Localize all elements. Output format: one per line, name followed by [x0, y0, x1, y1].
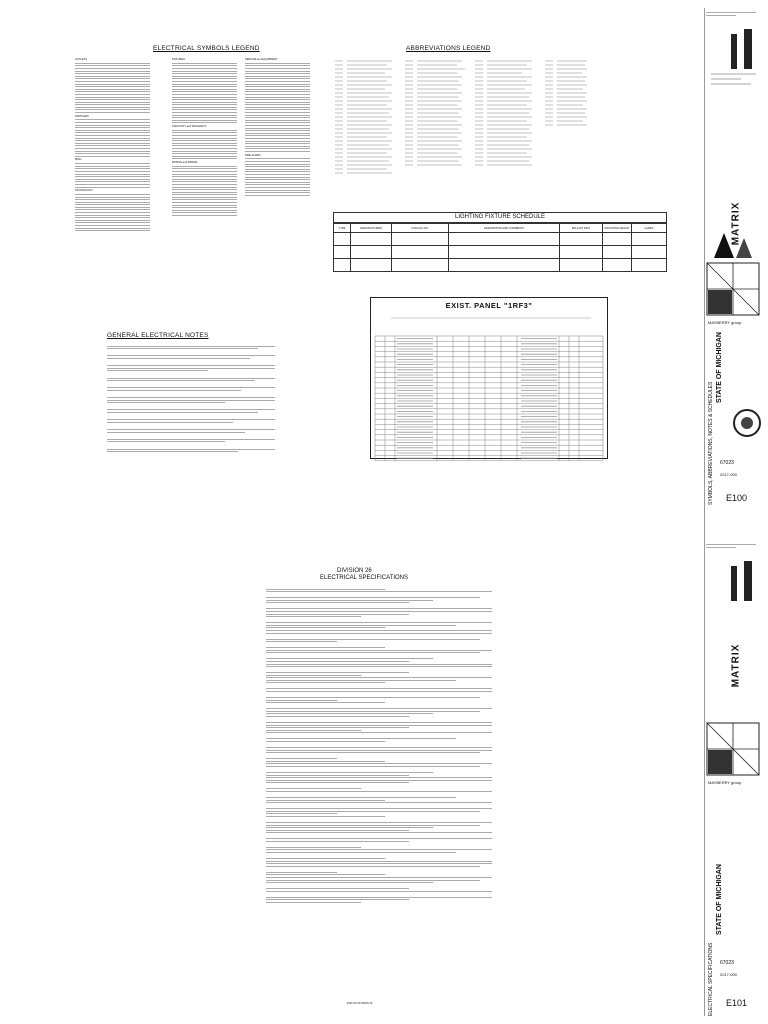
legend-heading-boxing: BOXING and WIRING [172, 160, 198, 164]
spec-paragraph [266, 872, 504, 883]
spec-paragraph [266, 688, 504, 692]
matrix-logo: MATRIX [730, 201, 742, 246]
legend-heading-fixtures: FIXTURES [172, 58, 185, 61]
table-row [334, 233, 667, 246]
date-code-2: 2017-000 [720, 972, 737, 977]
spec-paragraph [266, 697, 504, 703]
panel-info-line [371, 313, 607, 323]
sheet-title-e101: ELECTRICAL SPECIFICATIONS [708, 942, 714, 1016]
title-block-e100 [706, 8, 762, 508]
project-number: 67023 [720, 460, 734, 466]
spec-paragraph [266, 597, 504, 603]
col-catalog: CATALOG NO. [392, 224, 449, 233]
legend-heading-technology: TECHNOLOGY [75, 189, 94, 193]
spec-paragraph [266, 758, 504, 767]
michigan-seal-icon [732, 408, 762, 438]
spec-paragraph [266, 747, 504, 753]
key-plan-icon-2 [706, 722, 760, 776]
spec-paragraph [266, 589, 504, 593]
title-block-e101 [706, 540, 762, 1020]
general-notes [107, 344, 275, 454]
legend-heading-switches: SWITCHES [75, 114, 89, 118]
symbols-legend-col-3 [245, 58, 310, 197]
spec-paragraph [266, 738, 504, 742]
symbols-legend-title: ELECTRICAL SYMBOLS LEGEND [153, 45, 260, 52]
spec-paragraph [266, 608, 504, 617]
panel-grid [371, 328, 607, 466]
abbreviations-legend-title: ABBREVIATIONS LEGEND [406, 45, 491, 52]
col-mounting: MOUNTING HEIGHT [603, 224, 632, 233]
sheet-e101 [0, 512, 768, 1024]
stamp-area-1 [706, 29, 762, 89]
symbols-legend-col-1 [75, 58, 150, 233]
lighting-schedule-table [333, 223, 667, 272]
stamp-area-2 [706, 561, 762, 621]
sheet-title-e100: SYMBOLS, ABBREVIATIONS, NOTES & SCHEDULES [708, 381, 714, 505]
general-notes-title: GENERAL ELECTRICAL NOTES [107, 332, 209, 339]
spec-paragraph [266, 708, 504, 717]
spec-paragraph [266, 788, 504, 792]
panel-schedule [370, 297, 608, 459]
spec-title: ELECTRICAL SPECIFICATIONS [320, 575, 409, 581]
legend-heading-circuitry: CIRCUITRY and RACEWAYS [172, 125, 207, 129]
mayberry-logo-2: MAYBERRY group [708, 780, 742, 785]
spec-paragraph [266, 888, 504, 892]
spec-paragraph [266, 822, 504, 833]
lighting-schedule-title: LIGHTING FIXTURE SCHEDULE [333, 212, 667, 223]
abbreviations-lines [335, 58, 590, 176]
matrix-logo-2: MATRIX [730, 643, 742, 688]
date-code: 2017-000 [720, 472, 737, 477]
state-of-michigan-2: STATE OF MICHIGAN [716, 864, 723, 935]
legend-heading-fire-alarm: FIRE ALARM [245, 153, 261, 157]
spec-paragraph [266, 658, 504, 667]
sheet-number-e100: E100 [726, 493, 748, 503]
spec-paragraph [266, 772, 504, 783]
legend-heading-outlets: OUTLETS [75, 58, 87, 61]
spec-paragraph [266, 672, 504, 683]
mayberry-logo: MAYBERRY group [708, 320, 742, 325]
lighting-fixture-schedule [333, 212, 667, 272]
spec-paragraph [266, 722, 504, 733]
legend-heading-service: SERVICE and EQUIPMENT [245, 58, 278, 61]
col-lamps: LAMPS [632, 224, 667, 233]
spec-paragraph [266, 647, 504, 653]
col-type: TYPE [334, 224, 351, 233]
col-manufacturer: MANUFACTURER [351, 224, 392, 233]
spec-paragraph [266, 858, 504, 867]
spec-paragraph [266, 838, 504, 842]
table-row [334, 246, 667, 259]
spec-paragraph [266, 847, 504, 853]
abbreviations-legend [335, 58, 590, 176]
lighting-schedule-header-row [334, 224, 667, 233]
division-number: DIVISION 26 [337, 568, 372, 574]
spec-paragraph [266, 808, 504, 817]
specifications-body [266, 587, 504, 987]
sheet-number-e101: E101 [726, 998, 748, 1008]
project-number-2: 67023 [720, 960, 734, 966]
spec-paragraph [266, 622, 504, 633]
matrix-mark-icon [706, 218, 762, 258]
spec-paragraph [266, 797, 504, 803]
col-description: DESCRIPTION AND COMMENTS [449, 224, 560, 233]
col-ballast: BALLAST INFO [560, 224, 603, 233]
spec-paragraph [266, 639, 504, 643]
symbols-legend-col-2 [172, 58, 237, 218]
state-of-michigan: STATE OF MICHIGAN [716, 332, 723, 403]
spec-end: END OF DIVISION 26 [347, 1002, 373, 1005]
legend-heading-misc: MISC. [75, 158, 83, 162]
table-row [334, 259, 667, 272]
key-plan-icon [706, 262, 760, 316]
panel-title: EXIST. PANEL "1RF3" [445, 301, 533, 310]
spec-paragraph [266, 897, 504, 903]
